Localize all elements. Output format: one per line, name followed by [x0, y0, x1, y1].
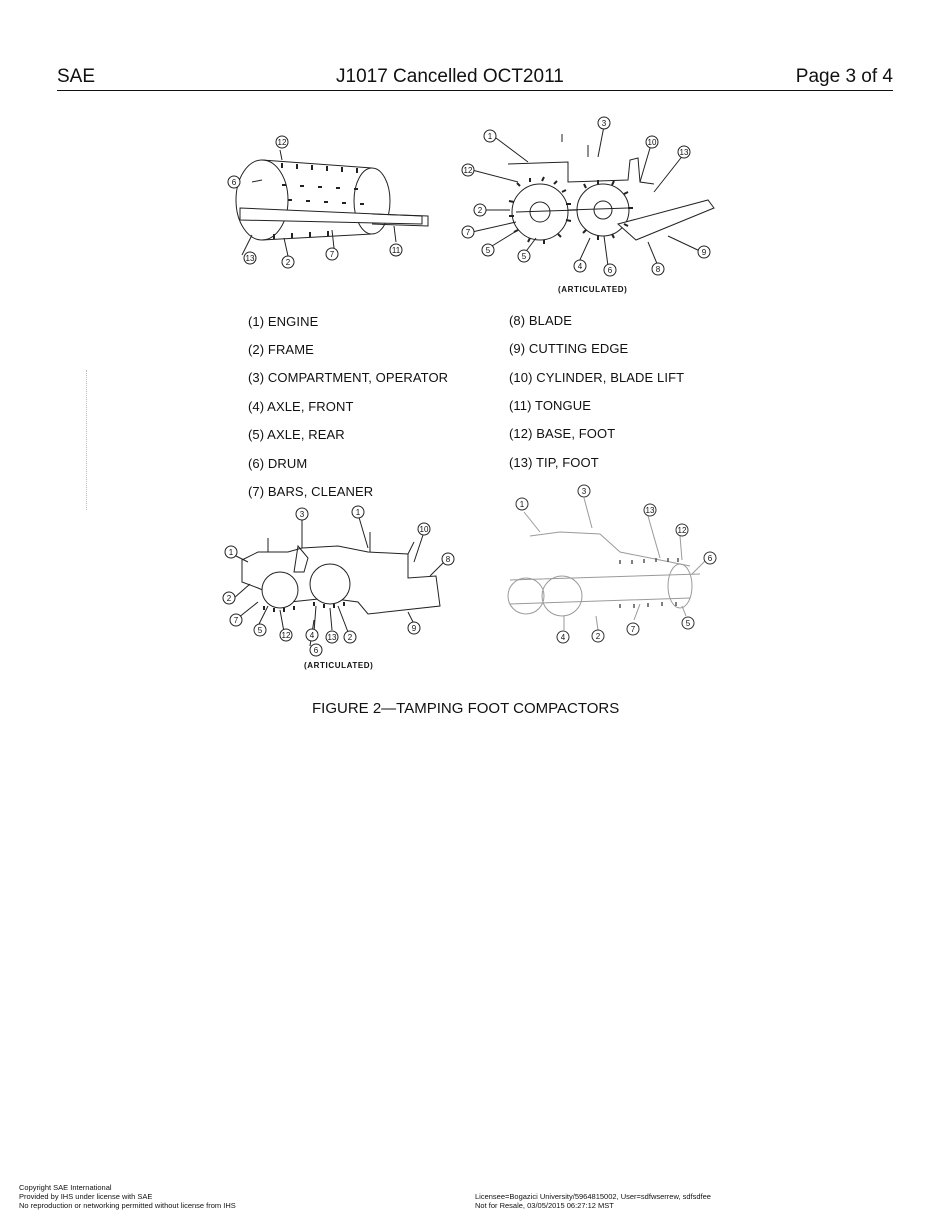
callout-tr-11: 6 [607, 266, 613, 275]
callout-tr-13: 9 [701, 248, 707, 257]
footer-provider: Provided by IHS under license with SAE [19, 1192, 153, 1201]
callout-tr-10: 4 [577, 262, 583, 271]
callout-tl-3: 13 [245, 254, 255, 263]
callout-br-3: 13 [645, 506, 655, 515]
footer-resale-notice: Not for Resale, 03/05/2015 06:27:12 MST [475, 1201, 614, 1210]
callout-br-2: 3 [581, 487, 587, 496]
callout-br-5: 6 [707, 554, 713, 563]
footer-right [475, 1192, 711, 1210]
towed-compactor-bottom-drawing [500, 480, 725, 645]
callout-tr-8: 5 [485, 246, 491, 255]
header-org: SAE [57, 66, 96, 87]
callout-br-1: 1 [519, 500, 525, 509]
callout-tr-2: 3 [601, 119, 607, 128]
figure-articulated-compactor-bottom [218, 502, 463, 662]
callout-tl-5: 7 [329, 250, 335, 259]
articulated-compactor-bottom-drawing [218, 502, 463, 662]
callout-br-7: 2 [595, 632, 601, 641]
header-page-number: Page 3 of 4 [795, 66, 893, 87]
callout-bl-4: 1 [228, 548, 234, 557]
legend-item-base-foot: (12) BASE, FOOT [509, 426, 616, 441]
legend-item-axle-rear: (5) AXLE, REAR [248, 427, 345, 442]
legend-item-cylinder-blade-lift: (10) CYLINDER, BLADE LIFT [509, 370, 685, 385]
callout-bl-2: 1 [355, 508, 361, 517]
callout-tr-1: 1 [487, 132, 493, 141]
callout-tr-9: 5 [521, 252, 527, 261]
callout-tr-3: 12 [463, 166, 473, 175]
callout-bl-13: 9 [411, 624, 417, 633]
callout-tl-2: 6 [231, 178, 237, 187]
articulated-compactor-top-drawing [458, 112, 718, 282]
callout-tl-1: 12 [277, 138, 287, 147]
callout-tr-5: 13 [679, 148, 689, 157]
callout-tr-4: 10 [647, 138, 657, 147]
legend-item-cutting-edge: (9) CUTTING EDGE [509, 341, 629, 356]
margin-scan-mark [86, 370, 89, 510]
callout-tr-12: 8 [655, 265, 661, 274]
callout-bl-3: 10 [419, 525, 429, 534]
footer-left [19, 1183, 236, 1210]
legend-item-axle-front: (4) AXLE, FRONT [248, 399, 354, 414]
legend-item-frame: (2) FRAME [248, 342, 314, 357]
legend-item-tip-foot: (13) TIP, FOOT [509, 455, 599, 470]
legend-item-engine: (1) ENGINE [248, 314, 319, 329]
callout-bl-6: 2 [226, 594, 232, 603]
articulated-label-bottom: (ARTICULATED) [304, 661, 374, 670]
legend-item-blade: (8) BLADE [509, 313, 573, 328]
callout-br-9: 5 [685, 619, 691, 628]
legend-item-drum: (6) DRUM [248, 456, 308, 471]
callout-bl-7: 7 [233, 616, 239, 625]
legend-item-compartment-operator: (3) COMPARTMENT, OPERATOR [248, 370, 449, 385]
callout-tl-6: 11 [391, 246, 401, 255]
footer-reproduction-notice: No reproduction or networking permitted without license from IHS [19, 1201, 236, 1210]
callout-tr-6: 2 [477, 206, 483, 215]
callout-bl-11: 13 [327, 633, 337, 642]
page-header [57, 66, 893, 91]
callout-bl-9: 12 [281, 631, 291, 640]
callout-br-6: 4 [560, 633, 566, 642]
legend-item-bars-cleaner: (7) BARS, CLEANER [248, 484, 374, 499]
articulated-label-top: (ARTICULATED) [558, 285, 628, 294]
figure-towed-roller [222, 130, 442, 275]
figure-caption: FIGURE 2—TAMPING FOOT COMPACTORS [312, 700, 620, 717]
footer-licensee: Licensee=Bogazici University/5964815002, User=sdfwserrew, sdfsdfee [475, 1192, 711, 1201]
figure-articulated-compactor-top [458, 112, 718, 282]
towed-roller-drawing [222, 130, 442, 275]
callout-bl-1: 3 [299, 510, 305, 519]
callout-tr-7: 7 [465, 228, 471, 237]
callout-bl-10: 4 [309, 631, 315, 640]
callout-bl-12: 2 [347, 633, 353, 642]
callout-bl-8: 5 [257, 626, 263, 635]
callout-tl-4: 2 [285, 258, 291, 267]
figure-towed-compactor-bottom [500, 480, 725, 645]
header-document-id: J1017 Cancelled OCT2011 [336, 66, 564, 87]
callout-br-8: 7 [630, 625, 636, 634]
legend-item-tongue: (11) TONGUE [509, 398, 592, 413]
callout-bl-14: 6 [313, 646, 319, 655]
callout-br-4: 12 [677, 526, 687, 535]
callout-bl-5: 8 [445, 555, 451, 564]
footer-copyright: Copyright SAE International [19, 1183, 112, 1192]
